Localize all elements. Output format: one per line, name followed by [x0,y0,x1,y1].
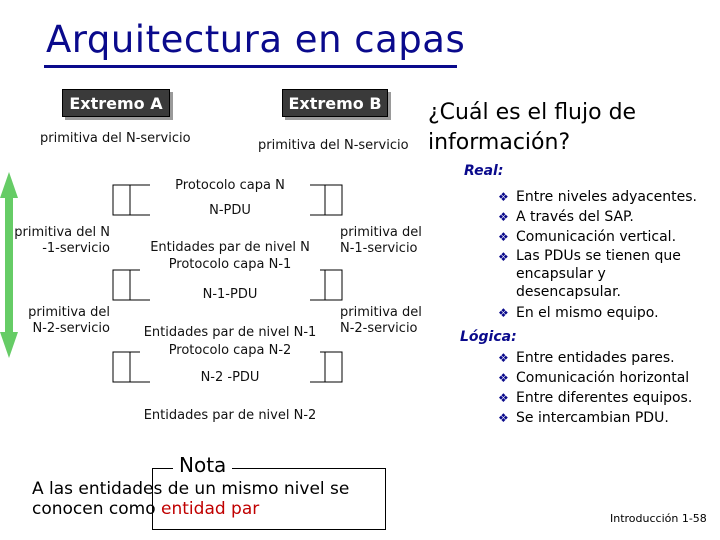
list-item: ❖ Comunicación vertical. [498,229,677,245]
logica-label: Lógica: [460,329,517,345]
layer-n2-box-b [325,352,342,382]
right-primitive-n2-line1: primitiva del [340,305,422,320]
diamond-bullet-icon: ❖ [498,411,509,425]
diamond-bullet-icon: ❖ [498,371,509,385]
pdu-n2-label: N-2 -PDU [150,370,310,386]
right-primitive-n-service: primitiva del N-servicio [258,138,409,153]
diamond-bullet-icon: ❖ [498,230,509,244]
layer-n-box-a [113,185,130,215]
diamond-bullet-icon: ❖ [498,190,509,204]
left-primitive-n2-line2: N-2-servicio [32,321,110,336]
right-primitive-n2-line2: N-2-servicio [340,321,418,336]
note-line2 [32,499,349,519]
diamond-bullet-icon: ❖ [498,351,509,365]
list-item: ❖ A través del SAP. [498,209,634,225]
list-item: ❖ Comunicación horizontal [498,370,690,386]
endpoint-b-label: Extremo B [282,89,388,117]
diamond-bullet-icon: ❖ [498,250,509,264]
diamond-bullet-icon: ❖ [498,210,509,224]
right-primitive-n1-line2: N-1-servicio [340,241,418,256]
left-primitive-n-service: primitiva del N-servicio [40,131,191,146]
endpoint-a-label: Extremo A [62,89,170,117]
note-text [32,479,349,519]
list-item: ❖ En el mismo equipo. [498,305,659,321]
right-primitive-n1-line1: primitiva del [340,225,422,240]
left-primitive-n1-line2: -1-servicio [42,241,110,256]
layer-n2-box-a [113,352,130,382]
protocol-n2-label: Protocolo capa N-2 [140,343,320,359]
list-item: ❖ Entre niveles adyacentes. [498,189,697,205]
right-primitive-n1-service [340,225,422,257]
protocol-n1-label: Protocolo capa N-1 [140,257,320,273]
protocol-n-label: Protocolo capa N [150,178,310,194]
note-title: Nota [173,453,232,477]
left-primitive-n2-service [0,305,110,337]
list-item: ❖ Entre entidades pares. [498,350,675,366]
entities-n-label: Entidades par de nivel N [150,240,310,255]
note-line1: A las entidades de un mismo nivel se [32,479,350,499]
entities-n2-label: Entidades par de nivel N-2 [143,408,317,423]
list-item: ❖ Entre diferentes equipos. [498,390,693,406]
right-primitive-n2-service [340,305,422,337]
list-item: ❖ Las PDUs se tienen que encapsular y desencapsular. [498,248,681,300]
slide-footer: Introducción 1-58 [610,512,707,525]
page-title: Arquitectura en capas [46,18,466,61]
note-highlight: entidad par [161,499,260,519]
layer-n-box-b [325,185,342,215]
real-label: Real: [464,163,504,179]
question-line1: ¿Cuál es el flujo de [428,100,637,125]
layer-n1-box-a [113,270,130,300]
diamond-bullet-icon: ❖ [498,391,509,405]
left-primitive-n2-line1: primitiva del [28,305,110,320]
real-list [496,187,718,323]
note-line2-text: conocen como [32,499,162,519]
list-item: ❖ Se intercambian PDU. [498,410,669,426]
logica-list [496,348,718,428]
entities-n1-label: Entidades par de nivel N-1 [143,325,317,340]
diamond-bullet-icon: ❖ [498,306,509,320]
pdu-n1-label: N-1-PDU [150,287,310,303]
left-primitive-n1-service [0,225,110,257]
flow-question [428,98,636,158]
left-primitive-n1-line1: primitiva del N [14,225,110,240]
question-line2: información? [428,130,571,155]
pdu-n-label: N-PDU [150,203,310,219]
layer-n1-box-b [325,270,342,300]
